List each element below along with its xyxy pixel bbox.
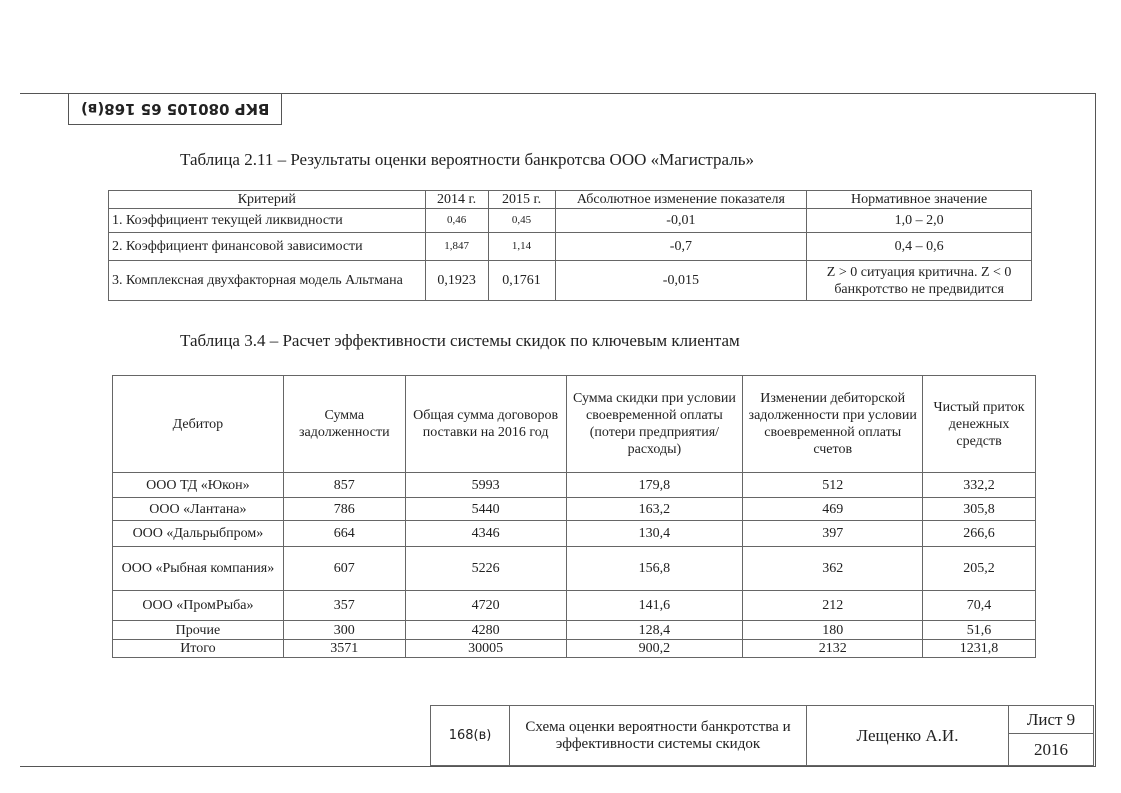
- table-row: [113, 473, 1036, 498]
- title-block: [430, 705, 1094, 766]
- cell: 664: [283, 521, 405, 547]
- cell: ООО «Лантана»: [113, 498, 284, 521]
- cell: 5226: [405, 547, 566, 591]
- cell: 212: [743, 591, 923, 621]
- header-cell: Абсолютное изменение показателя: [555, 191, 807, 209]
- cell: 179,8: [566, 473, 743, 498]
- table-row: [109, 209, 1032, 233]
- cell: 397: [743, 521, 923, 547]
- stamp-text: ВКР 080105 65 168(в): [80, 100, 270, 118]
- table2-title: Таблица 3.4 – Расчет эффективности системы скидок по ключевым клиентам: [180, 331, 740, 350]
- cell: 266,6: [923, 521, 1036, 547]
- cell: 51,6: [923, 621, 1036, 640]
- cell: 163,2: [566, 498, 743, 521]
- table-header-row: [113, 376, 1036, 473]
- cell: 362: [743, 547, 923, 591]
- cell: 156,8: [566, 547, 743, 591]
- cell: 900,2: [566, 640, 743, 658]
- cell: 1231,8: [923, 640, 1036, 658]
- cell: Прочие: [113, 621, 284, 640]
- doc-code: 168(в): [431, 706, 510, 766]
- cell: 786: [283, 498, 405, 521]
- cell: 1. Коэффициент текущей ликвидности: [109, 209, 426, 233]
- header-cell: Нормативное значение: [807, 191, 1032, 209]
- cell: 1,847: [425, 233, 488, 261]
- cell: 5440: [405, 498, 566, 521]
- bankruptcy-table: [108, 190, 1032, 301]
- table-row: [109, 233, 1032, 261]
- cell: 469: [743, 498, 923, 521]
- cell: 305,8: [923, 498, 1036, 521]
- header-cell: Общая сумма договоров поставки на 2016 год: [405, 376, 566, 473]
- cell: 0,4 – 0,6: [807, 233, 1032, 261]
- header-cell: Сумма скидки при условии своевременной оплаты (потери предприятия/ расходы): [566, 376, 743, 473]
- cell: 512: [743, 473, 923, 498]
- cell: 4346: [405, 521, 566, 547]
- document-stamp: [68, 93, 282, 125]
- cell: 70,4: [923, 591, 1036, 621]
- table-row: [109, 261, 1032, 301]
- cell: 1,0 – 2,0: [807, 209, 1032, 233]
- cell: ООО «Дальрыбпром»: [113, 521, 284, 547]
- cell: 130,4: [566, 521, 743, 547]
- cell: 180: [743, 621, 923, 640]
- header-cell: Сумма задолженности: [283, 376, 405, 473]
- cell: Z > 0 ситуация критична. Z < 0 банкротство не предвидится: [807, 261, 1032, 301]
- cell: -0,01: [555, 209, 807, 233]
- discount-table: [112, 375, 1036, 658]
- table1-title: Таблица 2.11 – Результаты оценки вероятности банкротсва ООО «Магистраль»: [180, 150, 754, 169]
- cell: ООО «ПромРыба»: [113, 591, 284, 621]
- cell: 5993: [405, 473, 566, 498]
- cell: 205,2: [923, 547, 1036, 591]
- cell: 2. Коэффициент финансовой зависимости: [109, 233, 426, 261]
- cell: 357: [283, 591, 405, 621]
- cell: 0,45: [488, 209, 555, 233]
- cell: 857: [283, 473, 405, 498]
- cell: -0,7: [555, 233, 807, 261]
- header-cell: 2015 г.: [488, 191, 555, 209]
- cell: ООО «Рыбная компания»: [113, 547, 284, 591]
- cell: 1,14: [488, 233, 555, 261]
- cell: ООО ТД «Юкон»: [113, 473, 284, 498]
- cell: 4280: [405, 621, 566, 640]
- table-row: [113, 521, 1036, 547]
- header-cell: Критерий: [109, 191, 426, 209]
- cell: 128,4: [566, 621, 743, 640]
- cell: 0,46: [425, 209, 488, 233]
- table-row: [113, 498, 1036, 521]
- cell: 3. Комплексная двухфакторная модель Альтмана: [109, 261, 426, 301]
- cell: 0,1761: [488, 261, 555, 301]
- cell: 2132: [743, 640, 923, 658]
- cell: 141,6: [566, 591, 743, 621]
- header-cell: 2014 г.: [425, 191, 488, 209]
- sheet-number: Лист 9: [1009, 706, 1094, 734]
- cell: -0,015: [555, 261, 807, 301]
- cell: 607: [283, 547, 405, 591]
- table-row: [113, 640, 1036, 658]
- cell: Итого: [113, 640, 284, 658]
- cell: 0,1923: [425, 261, 488, 301]
- table-row: [113, 547, 1036, 591]
- header-cell: Изменении дебиторской задолженности при условии своевременной оплаты счетов: [743, 376, 923, 473]
- cell: 30005: [405, 640, 566, 658]
- cell: 300: [283, 621, 405, 640]
- cell: 3571: [283, 640, 405, 658]
- doc-author: Лещенко А.И.: [807, 706, 1009, 766]
- table-header-row: [109, 191, 1032, 209]
- header-cell: Чистый приток денежных средств: [923, 376, 1036, 473]
- table-row: [113, 591, 1036, 621]
- table-row: [113, 621, 1036, 640]
- cell: 4720: [405, 591, 566, 621]
- doc-year: 2016: [1009, 734, 1094, 766]
- cell: 332,2: [923, 473, 1036, 498]
- doc-subject: Схема оценки вероятности банкротства и эффективности системы скидок: [510, 706, 807, 766]
- header-cell: Дебитор: [113, 376, 284, 473]
